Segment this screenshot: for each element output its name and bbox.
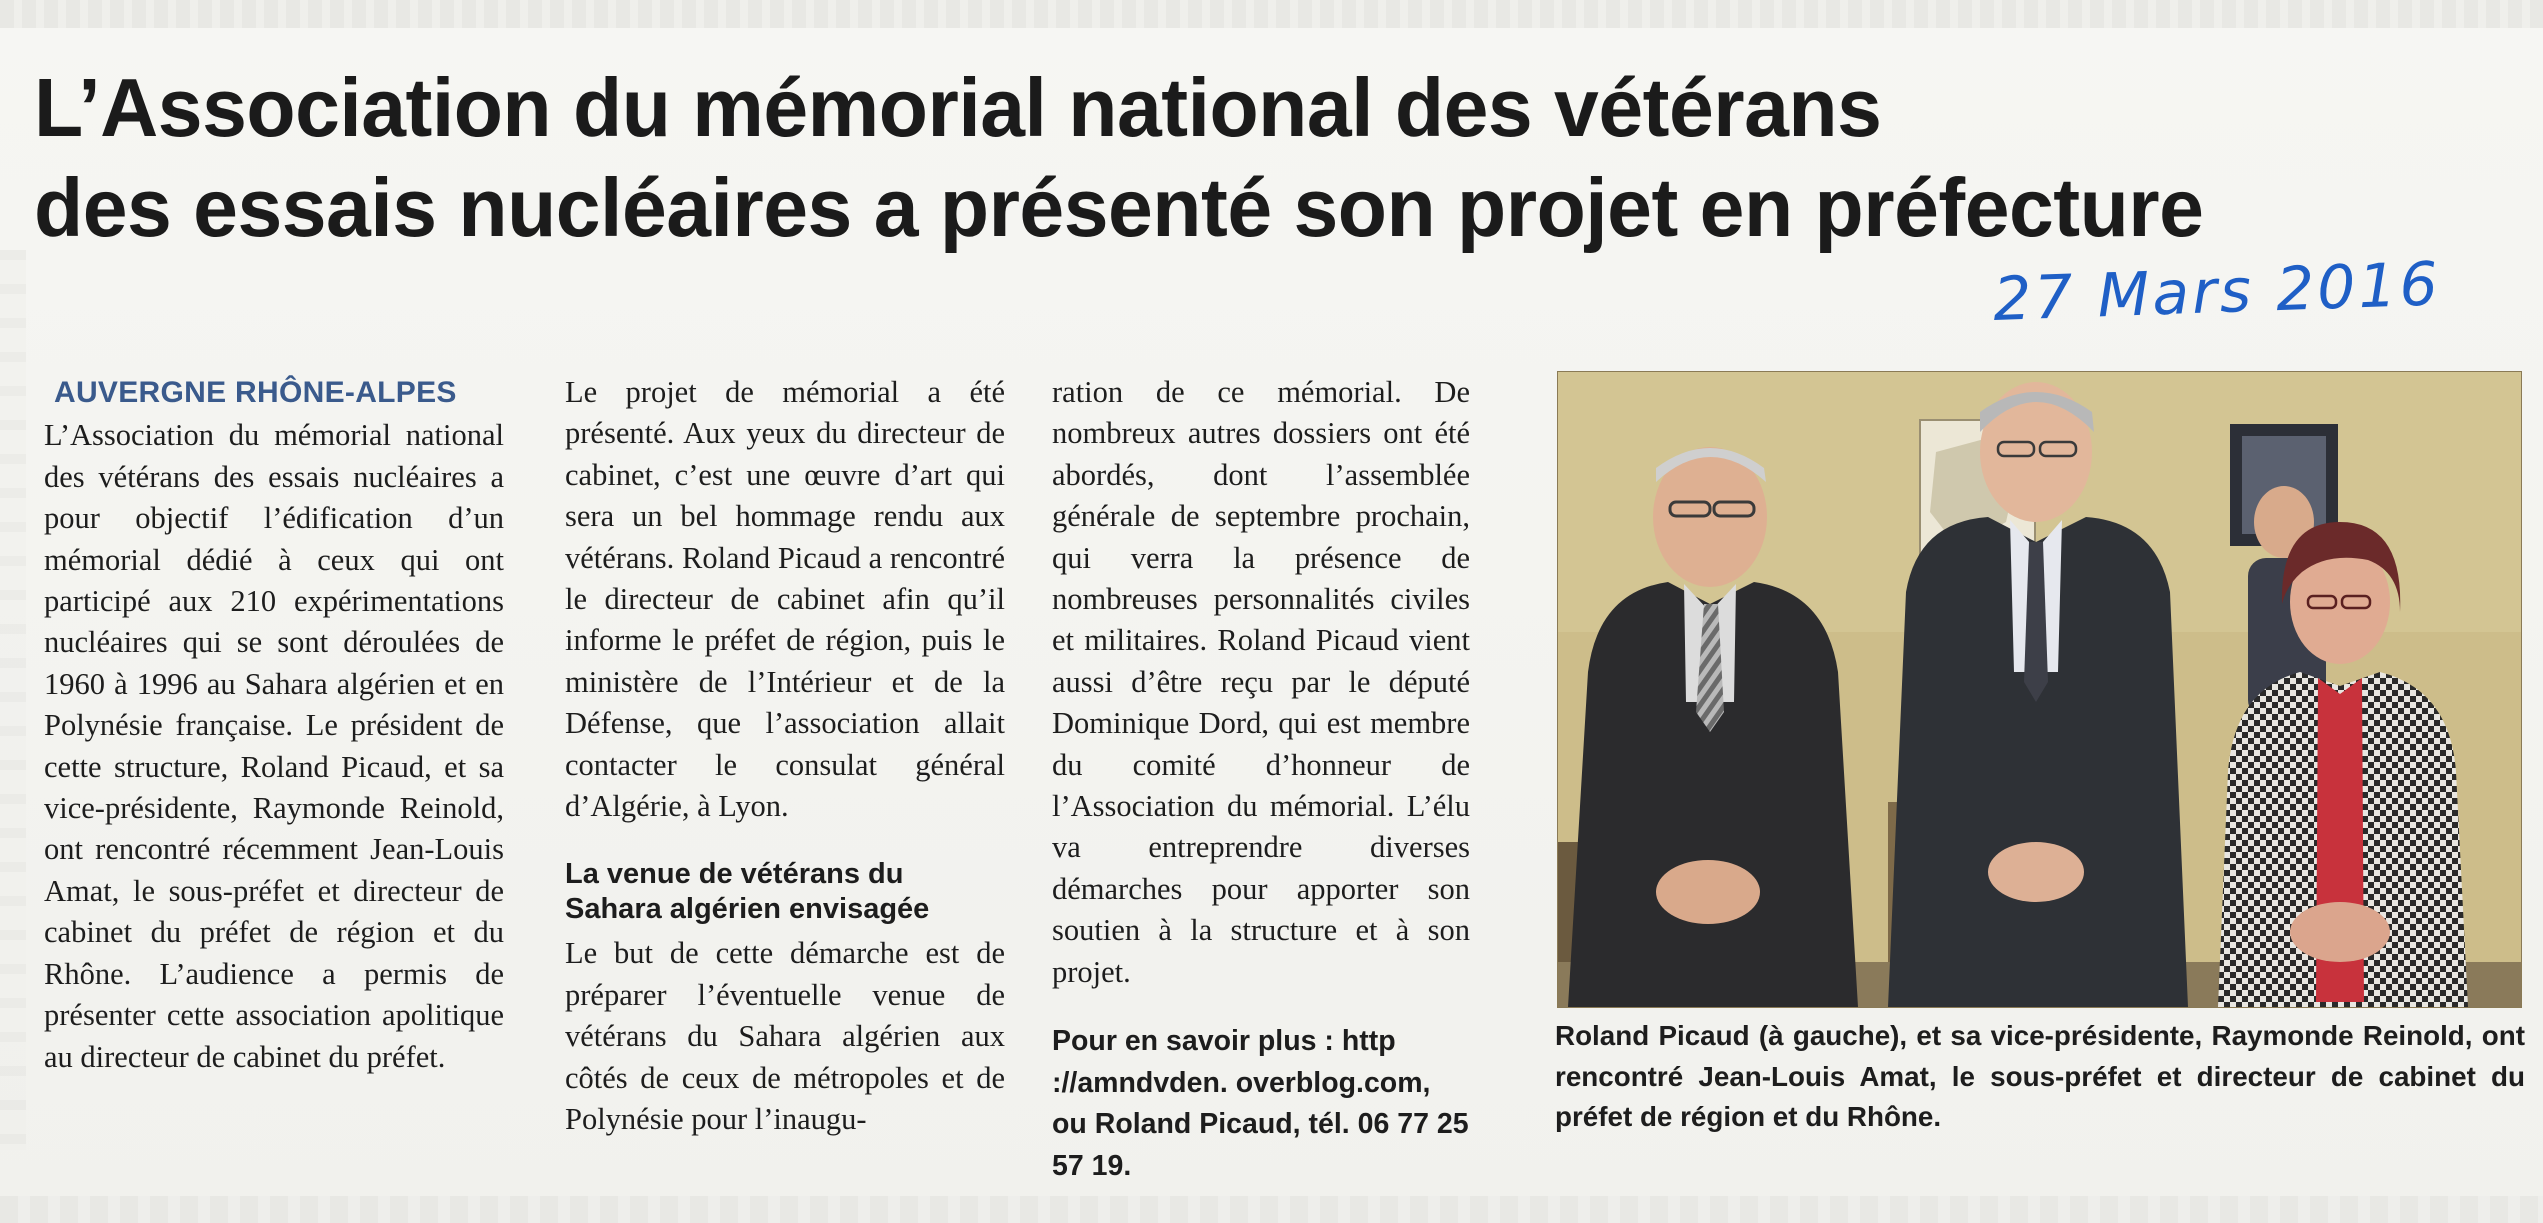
photo-caption: Roland Picaud (à gauche), et sa vice-présidente, Raymonde Reinold, ont rencontré Jean-Louis Amat, le sous-préfet et directeur de cabinet du préfet de région et du Rhône. (1555, 1020, 2525, 1132)
contact-info-box: Pour en savoir plus : http ://amndvden. overblog.com, ou Roland Picaud, tél. 06 77 25 57 19. (1052, 1025, 1469, 1182)
article-paragraph-4: ration de ce mémorial. De nombreux autres dossiers ont été abordés, dont l’assemblée générale de septembre prochain, qui verra la présence de nombreuses personnalités civiles et militaires. Roland Picaud vient aussi d’être reçu par le député Dominique Dord, qui est membre du comité d’honneur de l’Association du mémorial. L’élu va entreprendre diverses démarches pour apporter son soutien à la structure et à son projet. (1052, 375, 1470, 989)
article-column-3 (1052, 372, 1470, 1187)
headline-line-1: L’Association du mémorial national des vétérans (34, 61, 1882, 154)
region-tag: AUVERGNE RHÔNE-ALPES (54, 376, 457, 409)
article-headline (34, 58, 2362, 258)
adjacent-page-bleed-top (0, 0, 2543, 28)
article-paragraph-3: Le but de cette démarche est de préparer l’éventuelle venue de vétérans du Sahara algérien aux côtés de ceux de métropoles et de Polynésie pour l’inaugu- (565, 936, 1005, 1137)
headline-line-2: des essais nucléaires a présenté son projet en préfecture (34, 161, 2204, 254)
article-paragraph-2: Le projet de mémorial a été présenté. Aux yeux du directeur de cabinet, c’est une œuvre d’art qui sera un bel hommage rendu aux vétérans. Roland Picaud a rencontré le directeur de cabinet afin qu’il informe le préfet de région, puis le ministère de l’Intérieur et de la Défense, que l’association allait contacter le consulat général d’Algérie, à Lyon. (565, 375, 1005, 824)
article-column-2 (565, 372, 1005, 1141)
adjacent-page-bleed-bottom (0, 1196, 2543, 1223)
article-paragraph-1: L’Association du mémorial national des vétérans des essais nucléaires a pour objectif l’édification d’un mémorial dédié à ceux qui ont participé aux 210 expérimentations nucléaires qui se sont déroulées de 1960 à 1996 au Sahara algérien et en Polynésie française. Le président de cette structure, Roland Picaud, et sa vice-présidente, Raymonde Reinold, ont rencontré récemment Jean-Louis Amat, le sous-préfet et directeur de cabinet du préfet de région et du Rhône. L’audience a permis de présenter cette association apolitique au directeur de cabinet du préfet. (44, 418, 504, 1074)
article-subheading: La venue de vétérans du Sahara algérien envisagée (565, 858, 930, 926)
photo-illustration (1558, 372, 2521, 1007)
adjacent-page-bleed-left (0, 250, 26, 1150)
article-photo (1557, 371, 2522, 1008)
article-column-1 (44, 372, 504, 1078)
handwritten-date-annotation: 27 Mars 2016 (1992, 249, 2442, 335)
